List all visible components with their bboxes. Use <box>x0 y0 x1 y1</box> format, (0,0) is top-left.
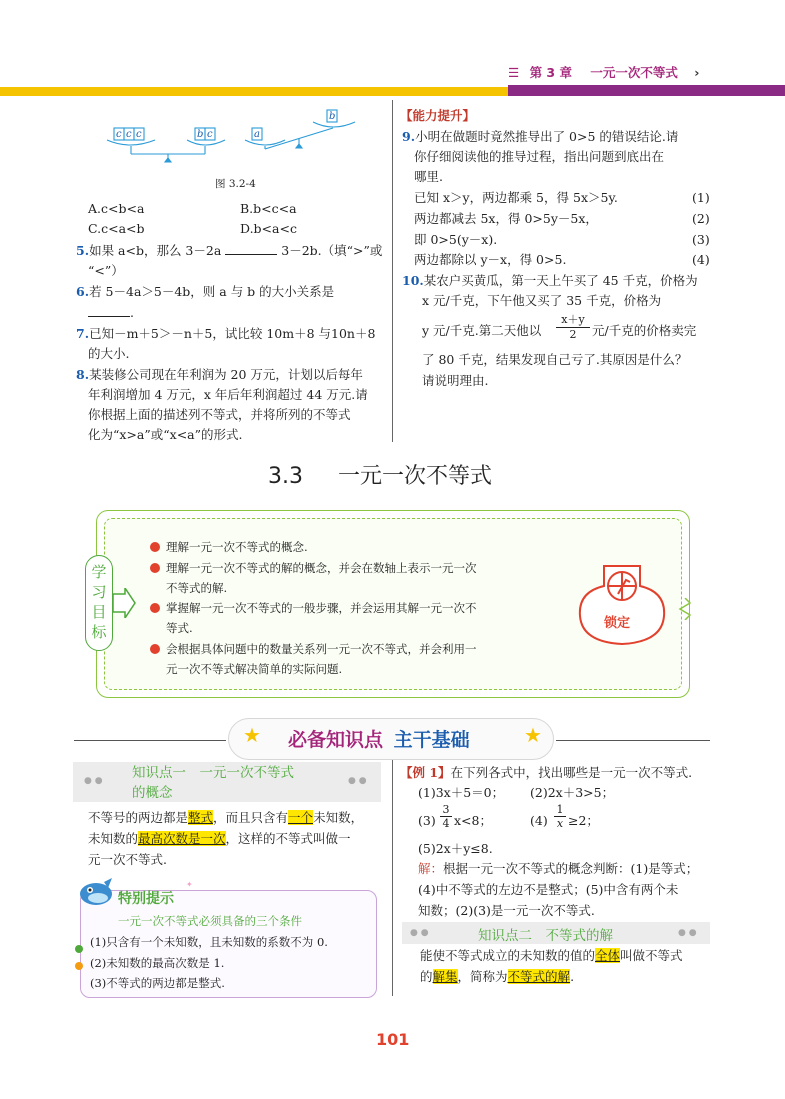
q9-step4: 两边都除以 y－x，得 0>5. <box>414 252 567 267</box>
example1-expr4-fraction <box>554 803 566 830</box>
kp2-highlight-solution: 不等式的解 <box>507 969 571 984</box>
q8-line3: 你根据上面的描述列不等式，并将所列的不等式 <box>88 407 351 422</box>
q8-line2: 年利润增加 4 万元，x 年后年利润超过 44 万元.请 <box>88 387 368 402</box>
kp2-line2 <box>420 966 574 987</box>
example1-expr4-label: (4) <box>530 813 548 828</box>
kp1-title-line1: 知识点一 一元一次不等式 <box>132 765 294 781</box>
page-number: 101 <box>376 1030 410 1049</box>
example1-expr4 <box>530 810 548 831</box>
q10-text-1: 某农户买黄瓜，第一天上午买了 45 千克，价格为 <box>423 273 698 288</box>
chevron-right-icon[interactable]: › <box>694 65 700 80</box>
q9-step3: 即 0>5(y－x). <box>414 232 498 247</box>
example1-expr3 <box>418 810 436 831</box>
kp2-text-2a: 的 <box>420 969 433 984</box>
kp1-line1 <box>88 807 363 828</box>
q5-answer-blank[interactable] <box>225 243 277 255</box>
kp1-highlight-integral: 整式 <box>188 810 214 825</box>
q10-line4: 了 80 千克，结果发现自己亏了.其原因是什么？ <box>422 352 688 367</box>
kp1-text-2c: ，这样的不等式叫做一 <box>225 831 351 846</box>
example1-expr3-denominator: 4 <box>442 817 450 830</box>
q5-text-a: 如果 a<b，那么 3－2a <box>89 243 222 258</box>
banner-title <box>288 725 470 752</box>
example1-label: 【例 1】 <box>400 765 451 780</box>
q5-line2: “<”） <box>88 263 124 278</box>
q7-line2: 的大小. <box>88 346 130 361</box>
tip-item-1: (1)只含有一个未知数，且未知数的系数不为 0. <box>90 935 328 949</box>
solution-line3: 知数；(2)(3)是一元一次不等式. <box>418 903 595 918</box>
figure-label-c4: c <box>207 129 213 140</box>
q7-line1 <box>76 323 375 344</box>
q5-line1 <box>76 240 382 261</box>
objective-text-4: 会根据具体问题中的数量关系列一元一次不等式，并会利用一 <box>166 642 477 656</box>
objectives-side-label: 学习目标 <box>85 555 113 651</box>
q10-line1 <box>402 270 698 291</box>
example1-expr1: (1)3x＋5＝0； <box>418 785 505 800</box>
figure-label-c2: c <box>126 129 132 140</box>
objective-3 <box>150 598 477 619</box>
example1-expr2: (2)2x＋3>5； <box>530 785 615 800</box>
chapter-number: 第 3 章 <box>529 65 572 80</box>
q9-line3: 哪里. <box>414 169 443 184</box>
q8-number: 8. <box>76 367 90 382</box>
header-yellow-bar <box>0 87 508 96</box>
example1-line <box>400 762 692 783</box>
example1-expr3-fraction <box>440 803 452 830</box>
header-purple-bar <box>508 85 785 96</box>
q7-text: 已知－m＋5＞－n＋5，试比较 10m＋8 与10n＋8 <box>89 326 376 341</box>
banner-part1: 必备知识点 <box>288 729 384 751</box>
q9-step2-tag: (2) <box>692 211 710 226</box>
kp1-line2 <box>88 828 351 849</box>
figure-label-c3: c <box>136 129 142 140</box>
objective-4 <box>150 639 477 660</box>
tip-title: 特别提示 <box>118 891 174 907</box>
balance-figure <box>105 100 365 170</box>
q4-option-d: D.b<a<c <box>240 221 297 236</box>
tip-item-3: (3)不等式的两边都是整式. <box>90 976 225 990</box>
q10-line5: 请说明理由. <box>422 373 489 388</box>
lock-label: 锁定 <box>604 616 631 631</box>
objective-1 <box>150 537 308 558</box>
objective-bullet-2 <box>150 563 160 573</box>
kp1-title-line2: 的概念 <box>132 785 173 801</box>
q6-line1 <box>76 281 334 302</box>
section-heading <box>268 459 492 490</box>
section-number: 3.3 <box>268 464 303 489</box>
q9-step1: 已知 x＞y，两边都乘 5，得 5x＞5y. <box>414 190 618 205</box>
q4-option-c: C.c<a<b <box>88 221 145 236</box>
kp1-text-1a: 不等号的两边都是 <box>88 810 189 825</box>
q4-option-a: A.c<b<a <box>88 201 145 216</box>
column-divider-top <box>392 100 393 442</box>
figure-label-b2: b <box>329 111 336 122</box>
q10-fraction-numerator: x＋y <box>556 313 590 328</box>
q6-period: . <box>130 305 134 320</box>
example1-expr5: (5)2x＋y≤8. <box>418 841 493 856</box>
kp2-highlight-all: 全体 <box>595 948 621 963</box>
tip-dot-green <box>75 945 83 953</box>
objective-text-1: 理解一元一次不等式的概念. <box>166 540 308 554</box>
example1-expr4-numerator: 1 <box>554 803 566 817</box>
example1-expr3-label: (3) <box>418 813 436 828</box>
zigzag-decoration <box>678 598 692 620</box>
q7-number: 7. <box>76 326 90 341</box>
banner-part2: 主干基础 <box>393 729 470 751</box>
tip-dot-orange <box>75 962 83 970</box>
example1-expr4-denominator: x <box>556 817 564 830</box>
list-icon: ☰ <box>508 65 520 80</box>
objective-text-2: 理解一元一次不等式的解的概念，并会在数轴上表示一元一次 <box>166 561 477 575</box>
example1-expr3-rest: x<8； <box>454 813 492 828</box>
q6-text: 若 5－4a＞5－4b，则 a 与 b 的大小关系是 <box>89 284 335 299</box>
q8-line1 <box>76 364 363 385</box>
kp1-line3: 元一次不等式. <box>88 852 167 867</box>
arrow-right-icon <box>113 588 137 618</box>
kp1-highlight-one: 一个 <box>288 810 314 825</box>
kp1-text-2a: 未知数的 <box>88 831 139 846</box>
tip-subtitle: 一元一次不等式必须具备的三个条件 <box>118 914 302 928</box>
q10-fraction <box>556 313 590 342</box>
objective-4-cont: 元一次不等式解决简单的实际问题. <box>166 662 343 676</box>
kp2-text-1a: 能使不等式成立的未知数的值的 <box>420 948 596 963</box>
kp1-dots-right: ● ● <box>348 776 367 786</box>
figure-label-c1: c <box>116 129 122 140</box>
example1-expr3-numerator: 3 <box>440 803 452 817</box>
chapter-header <box>508 63 699 81</box>
chapter-title: 一元一次不等式 <box>590 65 678 80</box>
q10-text-3a: y 元/千克.第二天他以 <box>422 323 542 338</box>
q9-step3-tag: (3) <box>692 232 710 247</box>
target-lock-icon <box>574 558 670 650</box>
objective-text-3: 掌握解一元一次不等式的一般步骤，并会运用其解一元一次不 <box>166 601 477 615</box>
objective-bullet-1 <box>150 542 160 552</box>
figure-caption: 图 3.2-4 <box>215 178 256 190</box>
q6-line2 <box>88 302 134 323</box>
figure-label-a: a <box>254 129 260 140</box>
q6-number: 6. <box>76 284 90 299</box>
banner-star-right-icon: ★ <box>524 723 542 747</box>
kp2-text-2c: ，简称为 <box>457 969 508 984</box>
q10-line2: x 元/千克，下午他又买了 35 千克，价格为 <box>422 293 662 308</box>
kp2-text-2e: . <box>570 969 575 984</box>
q10-fraction-denominator: 2 <box>569 328 577 341</box>
banner-star-left-icon: ★ <box>243 723 261 747</box>
q10-text-3b: 元/千克的价格卖完 <box>592 323 697 338</box>
tip-sparkle-icon: ✦ <box>186 880 193 889</box>
kp2-dots-right: ● ● <box>678 928 697 938</box>
column-divider-bottom <box>392 760 393 996</box>
q5-text-b: 3－2b.（填“>”或 <box>281 243 383 258</box>
q8-line4: 化为“x>a”或“x<a”的形式. <box>88 427 243 442</box>
tip-item-2: (2)未知数的最高次数是 1. <box>90 956 225 970</box>
kp2-dots-left: ● ● <box>410 928 429 938</box>
q5-number: 5. <box>76 243 90 258</box>
figure-label-b1: b <box>197 129 204 140</box>
q9-number: 9. <box>402 129 416 144</box>
q8-text-1: 某装修公司现在年利润为 20 万元，计划以后每年 <box>89 367 363 382</box>
solution-label: 解： <box>418 861 444 876</box>
solution-text-1: 根据一元一次不等式的概念判断：(1)是等式； <box>443 861 699 876</box>
kp2-text-1c: 叫做不等式 <box>620 948 683 963</box>
objective-3-cont: 等式. <box>166 621 193 635</box>
q10-line3 <box>422 320 541 341</box>
kp1-title <box>132 763 294 803</box>
kp2-title: 知识点二 不等式的解 <box>478 928 613 944</box>
example1-text: 在下列各式中，找出哪些是一元一次不等式. <box>450 765 693 780</box>
objective-2 <box>150 558 477 579</box>
banner-rule-left <box>74 740 226 741</box>
q9-line2: 你仔细阅读他的推导过程，指出问题到底出在 <box>414 149 665 164</box>
kp1-text-1c: ，而且只含有 <box>213 810 289 825</box>
objective-bullet-4 <box>150 644 160 654</box>
q9-line1 <box>402 126 678 147</box>
solution-line1 <box>418 858 698 879</box>
q10-number: 10. <box>402 273 424 288</box>
q9-text-1: 小明在做题时竟然推导出了 0>5 的错误结论.请 <box>415 129 679 144</box>
q9-step4-tag: (4) <box>692 252 710 267</box>
q9-step1-tag: (1) <box>692 190 710 205</box>
objective-bullet-3 <box>150 603 160 613</box>
banner-rule-right <box>556 740 710 741</box>
dolphin-icon <box>76 876 120 912</box>
kp2-line1 <box>420 945 683 966</box>
q4-option-b: B.b<c<a <box>240 201 297 216</box>
objective-2-cont: 不等式的解. <box>166 581 228 595</box>
ability-title: 【能力提升】 <box>400 108 476 123</box>
section-title: 一元一次不等式 <box>338 464 493 489</box>
q9-step2: 两边都减去 5x，得 0>5y－5x， <box>414 211 598 226</box>
solution-line2: (4)中不等式的左边不是整式；(5)中含有两个未 <box>418 882 679 897</box>
kp1-highlight-degree: 最高次数是一次 <box>138 831 226 846</box>
example1-expr4-rest: ≥2； <box>568 813 599 828</box>
kp1-text-1e: 未知数， <box>313 810 364 825</box>
q6-answer-blank[interactable] <box>88 305 130 317</box>
kp2-highlight-solution-set: 解集 <box>432 969 458 984</box>
kp1-dots-left: ● ● <box>84 776 103 786</box>
